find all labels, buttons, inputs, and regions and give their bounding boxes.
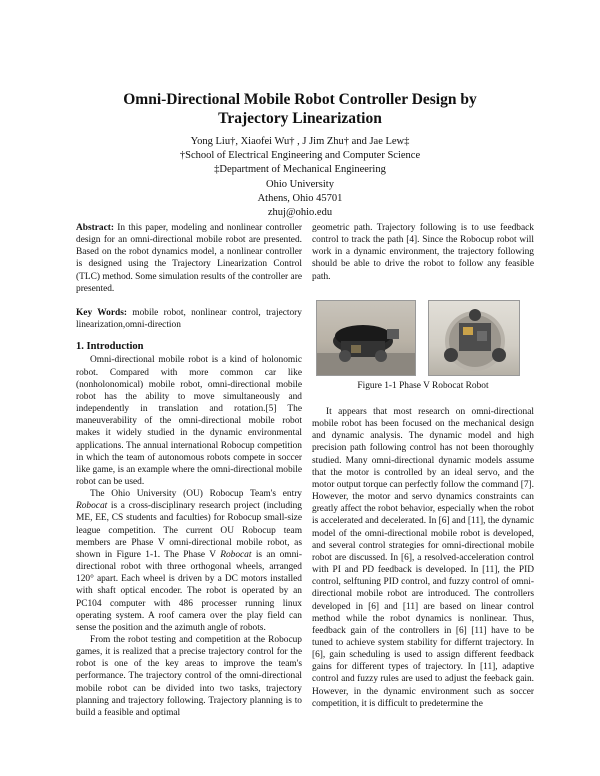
intro-paragraph-2 (76, 488, 302, 634)
intro-paragraph-3: From the robot testing and competition at the Robocup games, it is realized that a precise trajectory control for the robot is one of the key areas to improve the team's performance. The trajectory control of the omni-directional mobile robot can be divided into two tasks, trajectory planning and trajectory following. Trajectory planning is to build a feasible and optimal (76, 635, 302, 718)
robot-photo-internal (428, 300, 520, 376)
intro-p2-part-b: is a cross-disciplinary research project (including ME, EE, CS students and faculties) for Robocup small-size league competition. The current OU Robocup team members are Phase V omni-directional mobile robot, as shown in Figure 1-1. The Phase V (76, 501, 302, 560)
robot-illustration-assembled (317, 301, 415, 375)
keywords-label: Key Words: (76, 307, 127, 318)
trajectory-paragraph: geometric path. Trajectory following is to use feedback control to track the path [4]. Since the Robocup robot will work in a dynamic environment, the trajectory following should be able to drive the robot to follow any feasible path. (312, 223, 534, 282)
intro-paragraph-1: Omni-directional mobile robot is a kind of holonomic robot. Compared with more common car like (nonholonomical) mobile robot, omni-directional mobile robot has the ability to move simultaneously and independently in translation and rotation.[5] The maneuverability of the omni-directional mobile robot makes it widely studied in the dynamic environmental applications. The annual international Robocup competition in which the team of autonomous robots compete in soccer like game, is an example where the omni-directional mobile robot can be used. (76, 355, 302, 487)
affiliation-me: ‡Department of Mechanical Engineering (214, 164, 386, 176)
figure-1-1 (312, 300, 534, 392)
right-column-top (312, 222, 534, 283)
abstract-text: In this paper, modeling and nonlinear controller design for an omni-directional mobile robot are presented. Based on the robot dynamics model, a nonlinear controller is designed using the Trajectory Linearization Control (TLC) method. Some simulation results of the controller are presented. (76, 223, 302, 294)
paper-title (60, 90, 540, 128)
contact-email: zhuj@ohio.edu (267, 207, 333, 219)
author-names: Yong Liu†, Xiaofei Wu† , J Jim Zhu† and Jae Lew‡ (190, 136, 410, 147)
robot-illustration-internal (429, 301, 519, 375)
city: Athens, Ohio 45701 (257, 192, 343, 204)
keywords (76, 307, 302, 331)
robocat-term: Robocat (220, 549, 252, 560)
paper-title-line-1: Omni-Directional Mobile Robot Controller Design by (123, 91, 477, 108)
university: Ohio University (266, 178, 334, 190)
intro-p2-part-c: is an omni-directional robot with three orthogonal wheels, arranged 120° apart. Each wheel is driven by a DC motors installed with shaft optical encoder. The robot is operated by an PC104 computer with 486 processer running linux operating system. A roof camera over the play field can sense the position and the azimuth angle of robots. (76, 549, 302, 633)
affiliation-eecs: †School of Electrical Engineering and Computer Science (179, 150, 421, 162)
left-column (76, 222, 302, 719)
robocat-term: Robocat (76, 501, 108, 512)
right-column-bottom (312, 406, 534, 710)
author-block (100, 135, 500, 220)
keywords-text: mobile robot, nonlinear control, trajectory linearization,omni-direction (76, 307, 302, 331)
figure-caption: Figure 1-1 Phase V Robocat Robot (357, 381, 489, 391)
robot-photo-assembled (316, 300, 416, 376)
abstract (76, 222, 302, 295)
paper-title-line-2: Trajectory Linearization (218, 110, 382, 127)
abstract-label: Abstract: (76, 223, 115, 233)
section-heading-introduction: 1. Introduction (76, 341, 144, 353)
related-work-paragraph: It appears that most research on omni-directional mobile robot has been focused on the mechanical design and dynamic analysis. The dynamic model and high precision path following control has not been thoroughly studied. Many omni-directional dynamic models assume that the motor is controlled by an ideal servo, and the motor output torque can perfectly follow the command [7]. However, the motor and servo dynamics constraints can greatly affect the robot behavior, especially when the robot is accelerated and decelerated. In [6] and [11], the dynamic model of the omni-directional mobile robot is developed, and several control strategies for omni-directional mobile robot are discussed. In [6], a resolved-acceleration control with PI and PD feedback is developed. In [11], the PID control, selftuning PID control, and fuzzy control of omni-directional mobile robot are introduced. The controllers developed in [6] and [11] are based on linear control method while the robot dynamics is nonlinear. Thus, feedback gain of the controllers in [6] [11] have to be tuned to achieve system stability for differnt trajectory. In [6], gain scheduling is used to assign different feedback gains for different types of trajectory. In [11], adaptive control and fuzzy rules are used to adjust the feeback gain. However, in the dynamic environment such as soccer competition, it is difficult to predetermine the (312, 407, 534, 709)
intro-p2-part-a: The Ohio University (OU) Robocup Team's entry (90, 489, 302, 500)
